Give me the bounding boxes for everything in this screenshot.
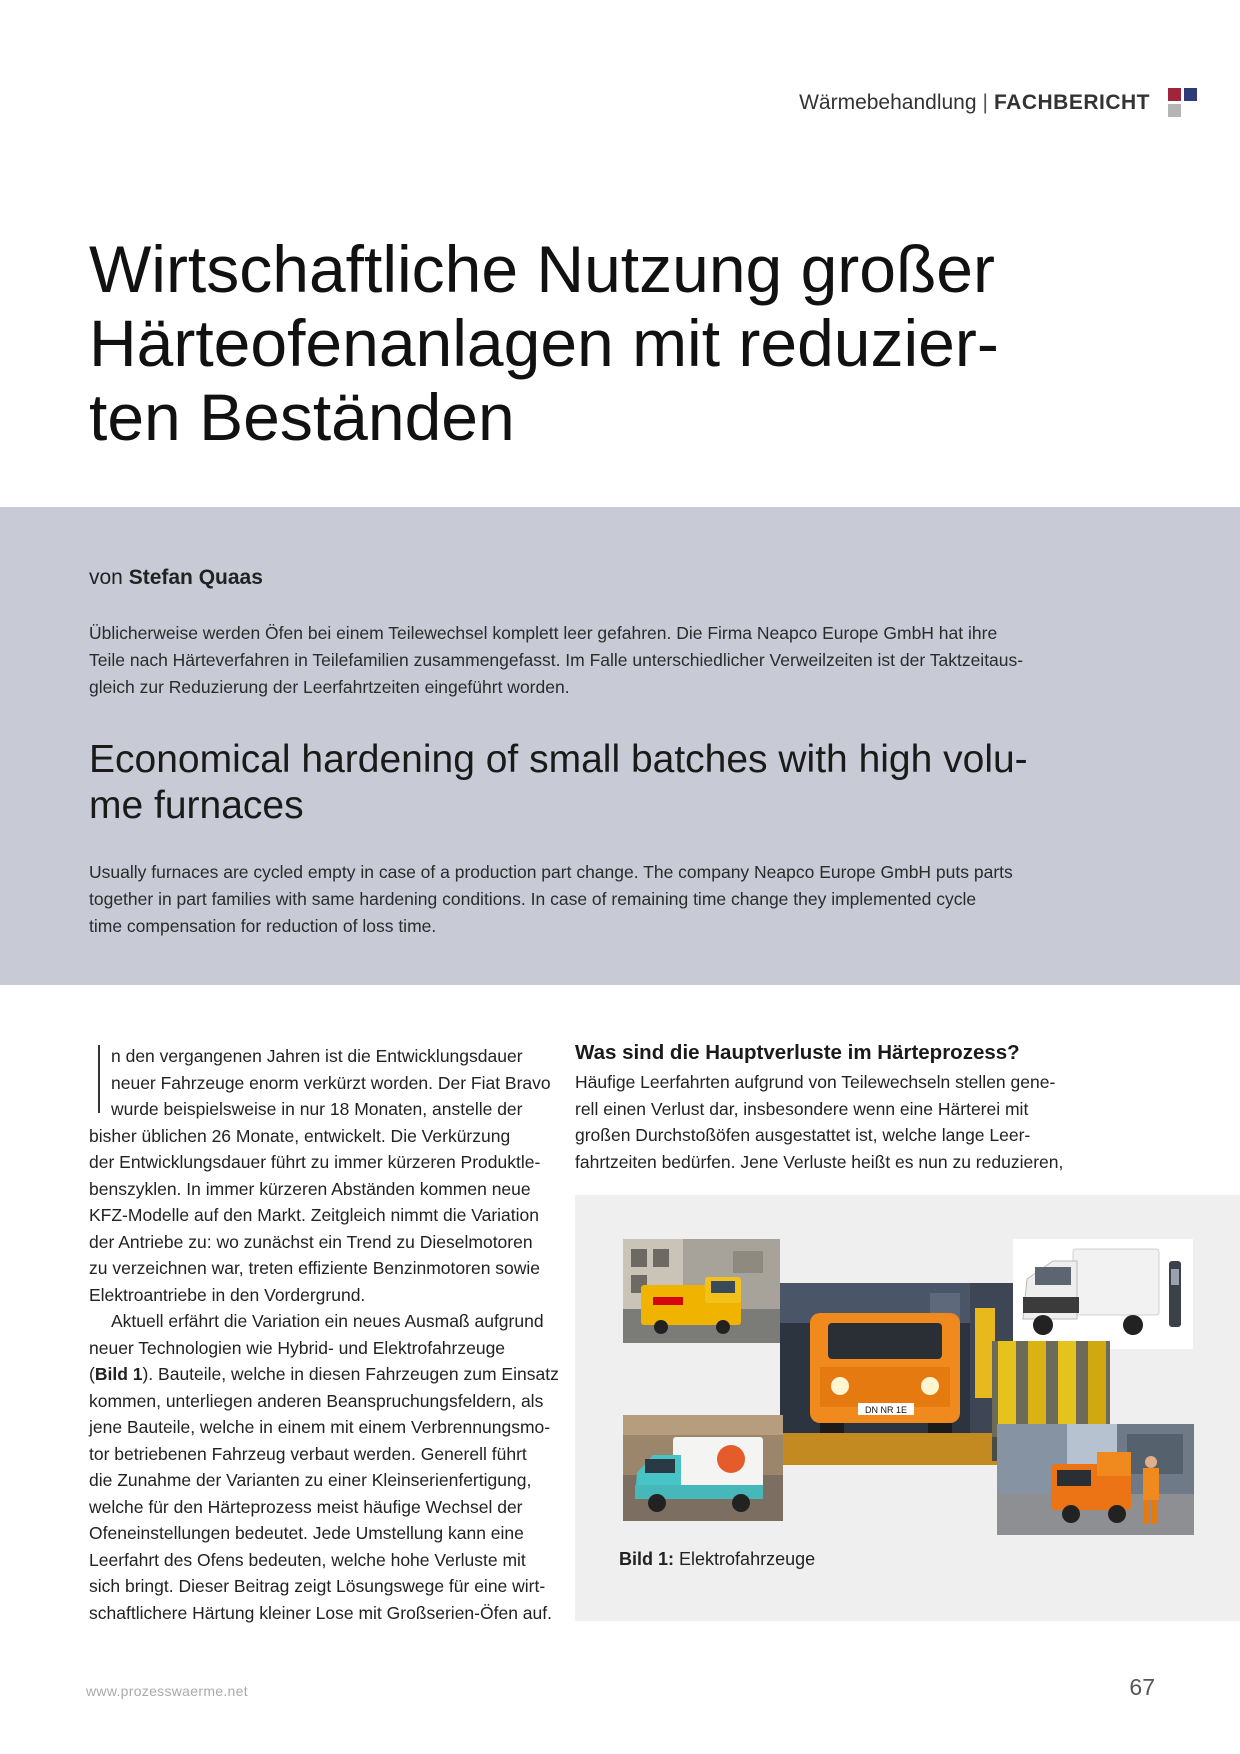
body-line: Leerfahrt des Ofens bedeuten, welche hohe Verluste mit (89, 1549, 526, 1570)
figure-caption-text: Elektrofahrzeuge (679, 1549, 816, 1569)
body-line (89, 1361, 559, 1388)
body-line: jene Bauteile, welche in einem mit einem Verbrennungsmo- (89, 1417, 551, 1437)
body-line: Aktuell erfährt die Variation ein neues Ausmaß aufgrund (111, 1311, 544, 1331)
photo-orange-vans-hall (780, 1283, 1022, 1465)
dropcap-bar (98, 1045, 100, 1113)
section-heading: Was sind die Hauptverluste im Härteprozess? (575, 1041, 1020, 1064)
body-line: schaftlichere Härtung kleiner Lose mit Großserien-Öfen auf. (89, 1602, 552, 1623)
body-column-right (575, 1041, 1064, 1175)
dropcap-paragraph (89, 1043, 551, 1123)
body-line: neuer Technologien wie Hybrid- und Elektrofahrzeuge (89, 1337, 506, 1358)
title-line: Wirtschaftliche Nutzung großer (89, 232, 995, 306)
body-line: der Antriebe zu: wo zunächst ein Trend zu Dieselmotoren (89, 1231, 533, 1252)
figure-caption-label: Bild 1: (619, 1549, 675, 1569)
body-line: zu verzeichnen war, treten effiziente Benzinmotoren sowie (89, 1258, 541, 1278)
body-line: KFZ-Modelle auf den Markt. Zeitgleich nimmt die Variation (89, 1205, 539, 1225)
body-line: Elektroantriebe in den Vordergrund. (89, 1284, 366, 1305)
photo-orange-van-worker (997, 1424, 1194, 1535)
body-line: großen Durchstoßöfen ausgestattet ist, welche lange Leer- (575, 1125, 1031, 1145)
abstract-english (89, 859, 1039, 940)
body-line: Häufige Leerfahrten aufgrund von Teilewechseln stellen gene- (575, 1072, 1056, 1092)
photo-white-truck-charger (1013, 1239, 1193, 1349)
category-label: FACHBERICHT (994, 91, 1150, 114)
body-line: n den vergangenen Jahren ist die Entwicklungsdauer (111, 1046, 523, 1066)
english-title (89, 737, 1039, 829)
body-line: fahrtzeiten bedürfen. Jene Verluste heißt es nun zu reduzieren, (575, 1151, 1064, 1172)
figure-reference: Bild 1 (94, 1364, 143, 1384)
footer-url: www.prozesswaerme.net (86, 1683, 248, 1699)
photo-turquoise-van (623, 1415, 783, 1521)
title-line: Härteofenanlagen mit reduzier- (89, 306, 999, 380)
page-number: 67 (1129, 1674, 1155, 1700)
body-line: benszyklen. In immer kürzeren Abständen kommen neue (89, 1178, 531, 1199)
body-line: sich bringt. Dieser Beitrag zeigt Lösungswege für eine wirt- (89, 1576, 546, 1596)
abstract-line: time compensation for reduction of loss time. (89, 916, 437, 936)
body-line: die Zunahme der Varianten zu einer Kleinserienfertigung, (89, 1470, 532, 1490)
article-title (89, 232, 1049, 454)
running-header (799, 88, 1150, 118)
body-column-left (89, 1043, 559, 1626)
body-line: kommen, unterliegen anderen Beanspruchungsfeldern, als (89, 1390, 544, 1411)
body-line: welche für den Härteprozess meist häufige Wechsel der (89, 1496, 523, 1517)
body-line: Ofeneinstellungen bedeutet. Jede Umstellung kann eine (89, 1523, 524, 1543)
section-label: Wärmebehandlung (799, 91, 977, 114)
body-line: der Entwicklungsdauer führt zu immer kürzeren Produktle- (89, 1152, 541, 1172)
journal-logo-icon (1168, 88, 1198, 118)
body-line: bisher üblichen 26 Monate, entwickelt. Die Verkürzung (89, 1125, 511, 1146)
paren-open: ( (89, 1364, 95, 1384)
abstract-line: Üblicherweise werden Öfen bei einem Teilewechsel komplett leer gefahren. Die Firma Neapco Europe GmbH hat ihre (89, 623, 998, 643)
abstract-line: together in part families with same hardening conditions. In case of remaining time change they implemented cycle (89, 889, 977, 909)
title-line: ten Beständen (89, 380, 515, 454)
body-line: rell einen Verlust dar, insbesondere wenn eine Härterei mit (575, 1098, 1029, 1119)
license-plate: DN NR 1E (864, 1405, 908, 1415)
figure-caption (619, 1549, 815, 1570)
abstract-german (89, 620, 1039, 701)
body-line: neuer Fahrzeuge enorm verkürzt worden. Der Fiat Bravo (111, 1072, 551, 1093)
body-line: tor betriebenen Fahrzeug verbaut werden. Generell führt (89, 1443, 527, 1464)
abstract-line: Teile nach Härteverfahren in Teilefamilien zusammengefasst. Im Falle unterschiedlicher Verweilzeiten ist der Taktzeitaus- (89, 650, 1024, 670)
header-separator: | (982, 91, 988, 114)
abstract-line: Usually furnaces are cycled empty in case of a production part change. The company Neapco Europe GmbH puts parts (89, 862, 1013, 882)
english-title-line: me furnaces (89, 784, 304, 827)
body-text: ). Bauteile, welche in diesen Fahrzeugen zum Einsatz (142, 1364, 559, 1384)
photo-yellow-van (623, 1239, 780, 1343)
english-title-line: Economical hardening of small batches with high volu- (89, 738, 1028, 781)
author-name: Stefan Quaas (128, 566, 263, 589)
byline (89, 566, 263, 590)
abstract-line: gleich zur Reduzierung der Leerfahrtzeiten eingeführt worden. (89, 677, 570, 697)
body-line: wurde beispielsweise in nur 18 Monaten, anstelle der (111, 1099, 523, 1119)
byline-prefix: von (89, 566, 123, 589)
